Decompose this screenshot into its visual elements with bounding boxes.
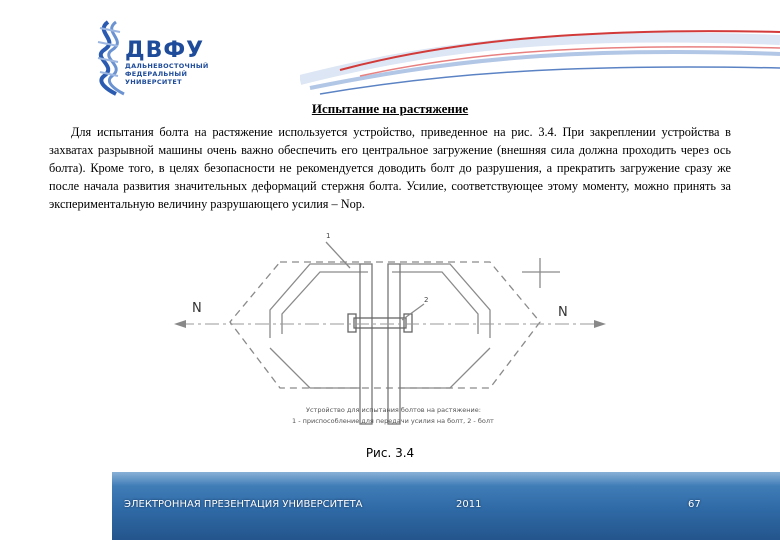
force-label-right: N	[558, 305, 568, 320]
footer-bar	[112, 472, 780, 540]
label-2: 2	[424, 296, 429, 304]
helix-logo-icon	[98, 22, 124, 94]
logo-text	[125, 40, 209, 86]
force-label-left: N	[192, 301, 202, 316]
figure-caption-line-1: Устройство для испытания болтов на растяжение:	[306, 406, 481, 414]
footer-year: 2011	[456, 499, 482, 510]
body-paragraph: Для испытания болта на растяжение используется устройство, приведенное на рис. 3.4. При закреплении устройства в захватах разрывной машины очень важно обеспечить его центральное загружение (внешняя сила должна проходить через ось болта). Кроме того, в целях безопасности не рекомендуется доводить болт до разрушения, а прекратить загружение сразу же после начала развития значительных деформаций стержня болта. Усилие, соответствующее этому моменту, можно принять за экспериментальную величину разрушающего усилия – Nор.	[49, 125, 731, 211]
figure-caption: Рис. 3.4	[365, 446, 415, 460]
logo-line-2: ФЕДЕРАЛЬНЫЙ	[125, 70, 188, 78]
footer-presentation-label: ЭЛЕКТРОННАЯ ПРЕЗЕНТАЦИЯ УНИВЕРСИТЕТА	[124, 499, 363, 510]
logo-line-3: УНИВЕРСИТЕТ	[125, 78, 182, 86]
left-arrow-icon	[174, 320, 186, 328]
logo-abbreviation: ДВФУ	[125, 38, 205, 63]
bolt-test-device-drawing	[160, 228, 620, 428]
decorative-waves	[300, 10, 780, 100]
label-1: 1	[326, 232, 331, 240]
footer-page-number: 67	[688, 499, 701, 510]
right-arrow-icon	[594, 320, 606, 328]
slide-title: Испытание на растяжение	[311, 101, 469, 116]
figure-caption-line-2: 1 - приспособление для передачи усилия на болт, 2 - болт	[292, 417, 494, 425]
logo-line-1: ДАЛЬНЕВОСТОЧНЫЙ	[125, 62, 209, 70]
